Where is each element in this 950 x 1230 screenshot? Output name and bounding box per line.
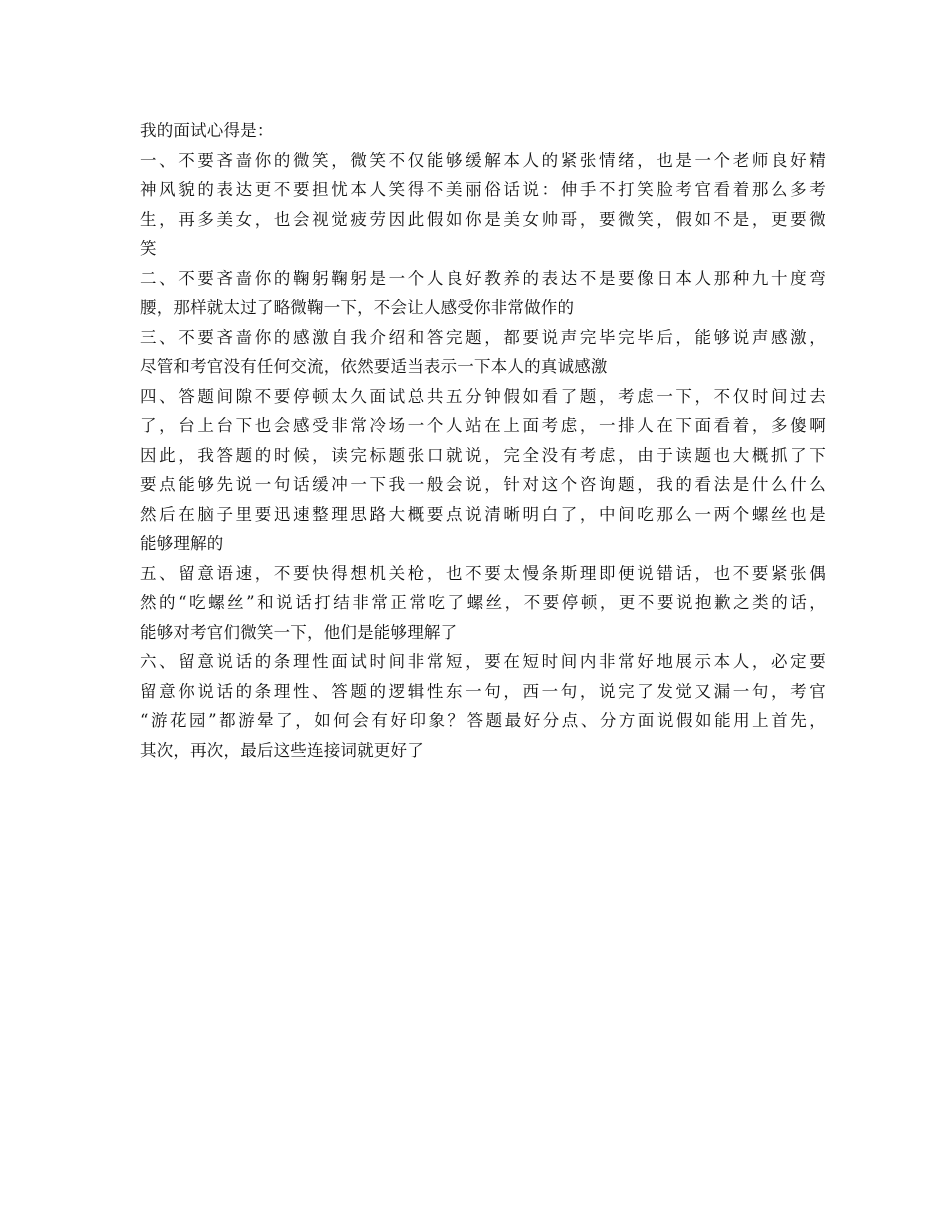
text-line: 留意你说话的条理性、答题的逻辑性东一句，西一句，说完了发觉又漏一句，考官: [140, 681, 826, 701]
text-line: 了，台上台下也会感受非常冷场一个人站在上面考虑，一排人在下面看着，多傻啊: [140, 416, 826, 435]
text-line: 要点能够先说一句话缓冲一下我一般会说，针对这个咨询题，我的看法是什么什么: [140, 475, 826, 494]
text-line: 三、不要吝啬你的感激自我介绍和答完题，都要说声完毕完毕后，能够说声感激，: [140, 327, 826, 347]
text-line: 六、留意说话的条理性面试时间非常短，要在短时间内非常好地展示本人，必定要: [140, 652, 826, 671]
text-line: 五、留意语速，不要快得想机关枪，也不要太慢条斯理即便说错话，也不要紧张偶: [140, 563, 826, 583]
text-line: 腰，那样就太过了略微鞠一下，不会让人感受你非常做作的: [140, 298, 575, 317]
text-line: 因此，我答题的时候，读完标题张口就说，完全没有考虑，由于读题也大概抓了下: [140, 445, 826, 465]
text-line: 四、答题间隙不要停顿太久面试总共五分钟假如看了题，考虑一下，不仅时间过去: [140, 386, 826, 406]
text-line: 神风貌的表达更不要担忧本人笑得不美丽俗话说：伸手不打笑脸考官看着那么多考: [140, 180, 826, 199]
text-line: 二、不要吝啬你的鞠躬鞠躬是一个人良好教养的表达不是要像日本人那种九十度弯: [140, 268, 826, 288]
text-line: 然后在脑子里要迅速整理思路大概要点说清晰明白了，中间吃那么一两个螺丝也是: [140, 504, 826, 524]
text-line: 能够理解的: [140, 534, 224, 553]
text-line: 笑: [140, 239, 157, 258]
text-line: 一、不要吝啬你的微笑，微笑不仅能够缓解本人的紧张情绪，也是一个老师良好精: [140, 150, 826, 170]
text-line: “游花园”都游晕了，如何会有好印象？答题最好分点、分方面说假如能用上首先，: [140, 711, 826, 730]
text-line: 尽管和考官没有任何交流，依然要适当表示一下本人的真诚感激: [140, 357, 608, 376]
text-line: 能够对考官们微笑一下，他们是能够理解了: [140, 622, 458, 642]
document-body: [140, 116, 826, 765]
text-line: 然的“吃螺丝”和说话打结非常正常吃了螺丝，不要停顿，更不要说抱歉之类的话，: [140, 593, 826, 612]
text-line: 生，再多美女，也会视觉疲劳因此假如你是美女帅哥，要微笑，假如不是，更要微: [140, 209, 826, 229]
text-line: 其次，再次，最后这些连接词就更好了: [140, 740, 424, 760]
heading-line: 我的面试心得是：: [140, 121, 274, 140]
